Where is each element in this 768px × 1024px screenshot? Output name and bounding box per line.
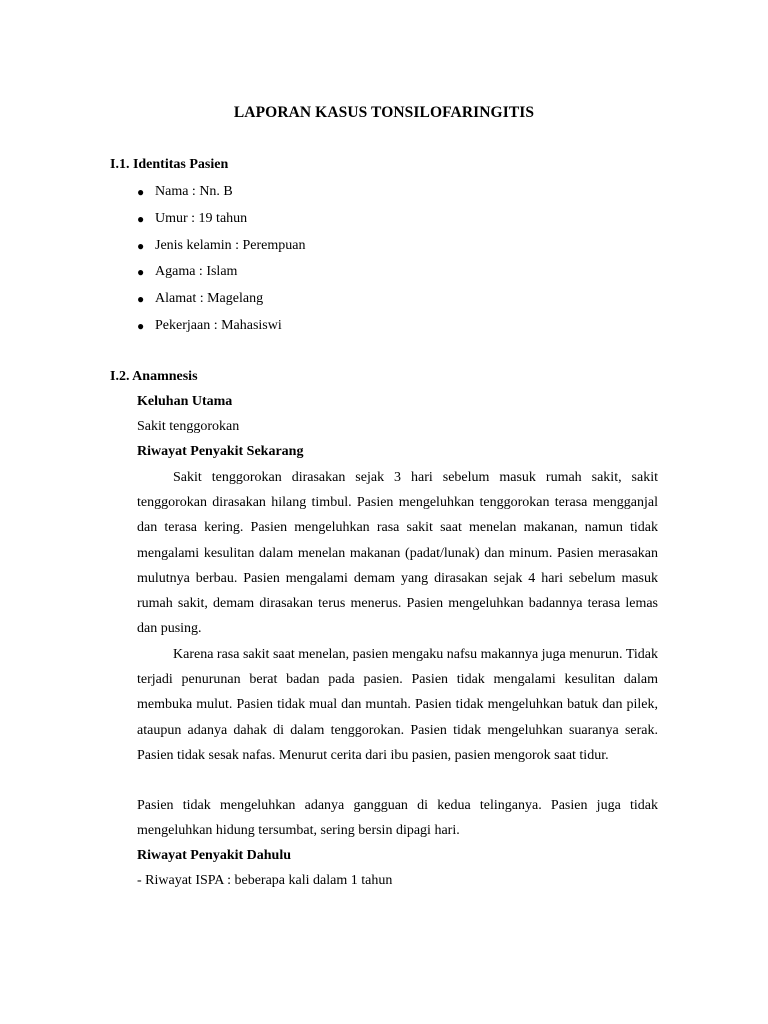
subheading-riwayat-penyakit-sekarang: Riwayat Penyakit Sekarang [137, 444, 304, 459]
identitas-nama: Nama : Nn. B [155, 184, 233, 199]
list-item [137, 182, 305, 209]
subheading-keluhan-utama: Keluhan Utama [137, 394, 233, 409]
identitas-pekerjaan: Pekerjaan : Mahasiswi [155, 317, 282, 333]
bullet-icon: ● [137, 265, 145, 280]
bullet-icon: ● [137, 318, 145, 333]
identitas-agama: Agama : Islam [155, 264, 238, 280]
list-item [137, 236, 305, 263]
identitas-umur: Umur : 19 tahun [155, 210, 248, 226]
rps-paragraph-1: Sakit tenggorokan dirasakan sejak 3 hari sebelum masuk rumah sakit, sakit tenggorokan dirasakan hilang timbul. Pasien mengeluhkan tenggorokan terasa mengganjal dan terasa kering. Pasien mengeluhkan rasa sakit saat menelan makanan, namun tidak mengalami kesulitan dalam menelan makanan (padat/lunak) dan minum. Pasien merasakan mulutnya berbau. Pasien mengalami demam yang dirasakan sejak 4 hari sebelum masuk rumah sakit, demam dirasakan terus menerus. Pasien mengeluhkan badannya terasa lemas dan pusing. [137, 470, 658, 637]
bullet-icon: ● [137, 211, 145, 226]
bullet-icon: ● [137, 185, 145, 199]
rpd-item-ispa: - Riwayat ISPA : beberapa kali dalam 1 tahun [137, 873, 393, 888]
document-title: LAPORAN KASUS TONSILOFARINGITIS [233, 104, 535, 121]
rps-paragraph-3: Pasien tidak mengeluhkan adanya gangguan di kedua telinganya. Pasien juga tidak mengeluhkan hidung tersumbat, sering bersin dipagi hari. [137, 798, 658, 839]
identitas-jenis-kelamin: Jenis kelamin : Perempuan [155, 237, 306, 253]
rps-paragraph-2: Karena rasa sakit saat menelan, pasien mengaku nafsu makannya juga menurun. Tidak terjadi penurunan berat badan pada pasien. Pasien tidak mengalami kesulitan dalam membuka mulut. Pasien tidak mual dan muntah. Pasien tidak mengeluhkan batuk dan pilek, ataupun adanya dahak di dalam tenggorokan. Pasien tidak mengeluhkan suaranya serak. Pasien tidak sesak nafas. Menurut cerita dari ibu pasien, pasien mengorok saat tidur. [137, 647, 658, 763]
list-item [137, 209, 305, 236]
bullet-icon: ● [137, 238, 145, 253]
section-heading-anamnesis: I.2. Anamnesis [110, 369, 198, 384]
list-item [137, 316, 305, 343]
list-item [137, 262, 305, 289]
identitas-alamat: Alamat : Magelang [155, 291, 264, 307]
keluhan-utama-text: Sakit tenggorokan [137, 419, 240, 434]
list-item [137, 289, 305, 316]
identitas-list [137, 182, 305, 343]
subheading-riwayat-penyakit-dahulu: Riwayat Penyakit Dahulu [137, 848, 292, 863]
section-heading-identitas: I.1. Identitas Pasien [110, 157, 229, 172]
bullet-icon: ● [137, 292, 145, 307]
